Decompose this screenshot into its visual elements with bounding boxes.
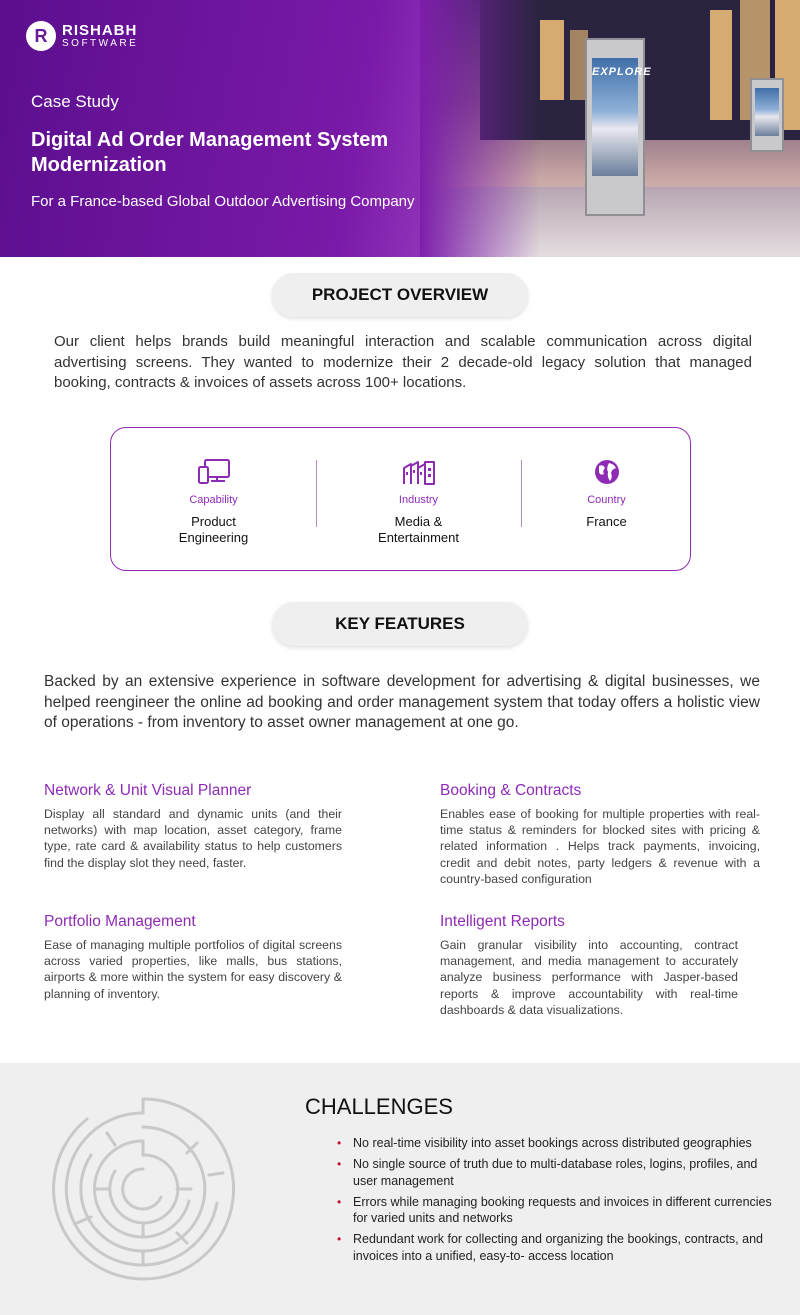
lit-window	[540, 20, 564, 100]
list-item-text: Redundant work for collecting and organizing the bookings, contracts, and invoices into a unified, easy-to- access location	[353, 1232, 763, 1263]
logo-line2: SOFTWARE	[62, 38, 139, 49]
feature-text: Ease of managing multiple portfolios of digital screens across varied properties, like malls, bus stations, airports & more within the system for easy discovery & planning of inventory.	[44, 938, 342, 1001]
logo-line1: RISHABH	[62, 22, 138, 39]
info-country	[521, 428, 692, 570]
list-item-text: No real-time visibility into asset bookings across distributed geographies	[353, 1136, 752, 1150]
kiosk-screen-title: EXPLORE	[592, 66, 652, 78]
company-logo[interactable]	[26, 21, 138, 51]
feature-network-planner	[44, 782, 342, 871]
feature-title: Portfolio Management	[44, 913, 196, 930]
feature-text: Display all standard and dynamic units (and their networks) with map location, asset category, frame type, rate card & availability status to help customers find the display slot they need, faster.	[44, 807, 342, 870]
hero-banner	[0, 0, 800, 257]
logo-wordmark	[62, 23, 138, 49]
feature-portfolio-management	[44, 913, 342, 1002]
key-features-intro: Backed by an extensive experience in software development for advertising & digital businesses, we helped reengineer the online ad booking and order management system that today offers a holistic view of operations - from inventory to asset owner management at one go.	[44, 673, 760, 731]
challenges-list	[335, 1135, 775, 1269]
project-info-card	[110, 427, 691, 571]
feature-title: Booking & Contracts	[440, 782, 582, 799]
kiosk-screen-small	[755, 88, 779, 136]
feature-title: Intelligent Reports	[440, 913, 565, 930]
challenges-heading: CHALLENGES	[305, 1094, 453, 1119]
challenges-section	[0, 1063, 800, 1315]
ad-kiosk	[585, 38, 652, 216]
devices-icon	[197, 458, 231, 486]
buildings-icon	[402, 458, 436, 486]
list-item-text: No single source of truth due to multi-database roles, logins, profiles, and user management	[353, 1157, 758, 1188]
list-item-text: Errors while managing booking requests and invoices in different currencies for varied units and networks	[353, 1194, 772, 1225]
feature-title: Network & Unit Visual Planner	[44, 782, 252, 799]
list-item	[335, 1135, 775, 1152]
bullet-icon: •	[337, 1157, 342, 1171]
key-features-heading: KEY FEATURES	[272, 602, 528, 646]
ad-kiosk-small	[750, 78, 784, 152]
list-item	[335, 1156, 775, 1189]
feature-intelligent-reports	[440, 913, 738, 1018]
hero-photo	[420, 0, 800, 257]
info-caption: Capability	[189, 494, 238, 506]
lit-window	[710, 10, 732, 120]
globe-icon	[590, 458, 624, 486]
page-title: Digital Ad Order Management System Modernization	[31, 129, 389, 176]
list-item	[335, 1231, 775, 1264]
kiosk-screen	[592, 58, 652, 176]
feature-text: Gain granular visibility into accounting, contract management, and media management to accurately analyze business performance with Jasper-based reports & improve accountability with real-time dashboards & data visualizations.	[440, 938, 738, 1017]
bullet-icon: •	[337, 1136, 342, 1150]
list-item	[335, 1194, 775, 1227]
info-value: Product Engineering	[178, 514, 249, 545]
project-overview-text: Our client helps brands build meaningful interaction and scalable communication across digital advertising screens. They wanted to modernize their 2 decade-old legacy solution that managed booking, contracts & invoices of assets across 100+ locations.	[54, 333, 752, 391]
project-overview-heading: PROJECT OVERVIEW	[272, 273, 528, 317]
hero-kicker: Case Study	[31, 92, 119, 111]
hero-subtitle: For a France-based Global Outdoor Advertising Company	[31, 193, 415, 210]
maze-icon	[47, 1093, 239, 1285]
feature-booking-contracts	[440, 782, 760, 887]
feature-text: Enables ease of booking for multiple properties with real-time status & reminders for blocked sites with pricing & related information . Helps track payments, invoicing, credit and debit notes, party ledgers & revenue with a country-based configuration	[440, 807, 760, 886]
bullet-icon: •	[337, 1194, 342, 1209]
bullet-icon: •	[337, 1232, 342, 1246]
info-caption: Industry	[398, 494, 439, 506]
logo-badge-icon: R	[26, 21, 56, 51]
info-value: Media & Entertainment	[378, 514, 459, 545]
info-industry	[316, 428, 521, 570]
info-value: France	[586, 514, 627, 529]
info-capability	[111, 428, 316, 570]
info-caption: Country	[587, 494, 626, 506]
